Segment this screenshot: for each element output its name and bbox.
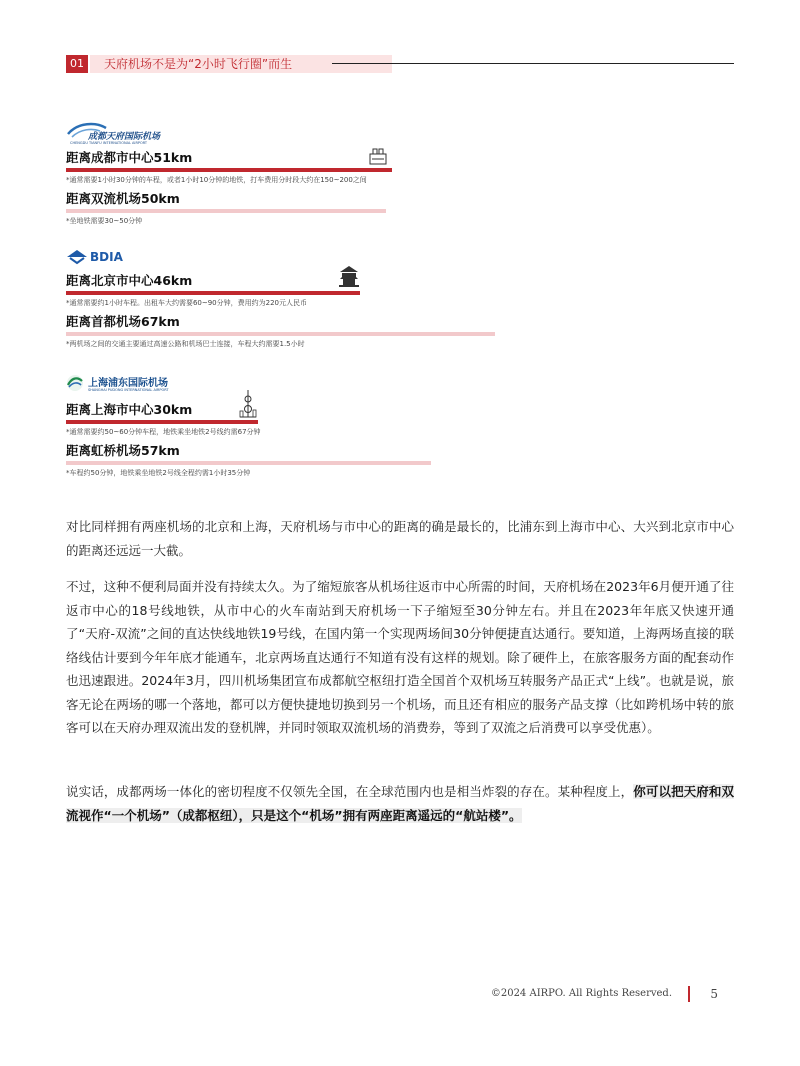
section-divider	[332, 63, 734, 64]
footer-divider	[688, 986, 690, 1002]
daxing-city-distance: 距离北京市中心46km	[66, 273, 193, 288]
pudong-other-note: *车程约50分钟，地铁乘坐地铁2号线全程约需1小时35分钟	[66, 469, 251, 477]
bdia-logo-text: BDIA	[90, 250, 123, 264]
paragraph-3-highlight: 你可以把天府和双流视作“一个机场”（成都枢纽），只是这个“机场”拥有两座距离遥远的“航站楼”。	[66, 784, 734, 823]
tianfu-city-row	[66, 150, 506, 185]
shanghai-landmark-icon	[238, 390, 258, 418]
daxing-city-note: *通常需要约1小时车程。出租车大约需要60~90分钟，费用约为220元人民币	[66, 299, 307, 307]
tianfu-other-distance: 距离双流机场50km	[66, 191, 180, 206]
tianfu-other-bar	[66, 209, 386, 213]
section-header	[66, 54, 734, 74]
pudong-city-distance: 距离上海市中心30km	[66, 402, 193, 417]
tianfu-city-bar	[66, 168, 392, 172]
tianfu-logo-subtext: CHENGDU TIANFU INTERNATIONAL AIRPORT	[70, 141, 148, 145]
daxing-other-note: *两机场之间的交通主要通过高速公路和机场巴士连接，车程大约需要1.5小时	[66, 340, 305, 348]
daxing-other-distance: 距离首都机场67km	[66, 314, 180, 329]
tianfu-logo	[66, 120, 506, 150]
pudong-city-note: *通常需要约50~60分钟车程，地铁乘坐地铁2号线约需67分钟	[66, 428, 261, 436]
pudong-other-distance: 距离虹桥机场57km	[66, 443, 180, 458]
chengdu-landmark-icon	[368, 146, 388, 166]
airport-block-daxing	[66, 247, 506, 349]
daxing-other-row	[66, 314, 506, 349]
paragraph-2: 不过，这种不便利局面并没有持续太久。为了缩短旅客从机场往返市中心所需的时间，天府机场在2023年6月便开通了往返市中心的18号线地铁，从市中心的火车南站到天府机场一下子缩短至30分钟左右。并且在2023年年底又快速开通了“天府-双流”之间的直达快线地铁19号线，在国内第一个实现两场间30分钟便捷直达通行。要知道，上海两场直接的联络线估计要到今年年底才能通车，北京两场直达通行不知道有没有这样的规划。除了硬件上，在旅客服务方面的配套动作也迅速跟进。2024年3月，四川机场集团宣布成都航空枢纽打造全国首个双机场互转服务产品正式“上线”。也就是说，旅客无论在两场的哪一个落地，都可以方便快捷地切换到另一个机场，而且还有相应的服务产品支撑（比如跨机场中转的旅客可以在天府办理双流出发的登机牌，并同时领取双流机场的消费券，等到了双流之后消费可以享受优惠）。	[66, 579, 734, 735]
pudong-city-bar	[66, 420, 258, 424]
airport-block-pudong	[66, 372, 506, 478]
daxing-city-bar	[66, 291, 360, 295]
tianfu-logo-text: 成都天府国际机场	[88, 132, 161, 142]
pudong-logo-icon	[66, 374, 84, 392]
airport-block-tianfu	[66, 120, 506, 226]
bdia-logo	[66, 247, 506, 273]
tianfu-city-note: *通常需要1小时30分钟的车程，或者1小时10分钟的地铁，打车费用分时段大约在150~200之间	[66, 176, 367, 184]
pudong-logo-subtext: SHANGHAI PUDONG INTERNATIONAL AIRPORT	[88, 388, 169, 392]
tianfu-other-note: *坐地铁需要30~50分钟	[66, 217, 143, 225]
pudong-other-bar	[66, 461, 431, 465]
paragraph-1: 对比同样拥有两座机场的北京和上海，天府机场与市中心的距离的确是最长的，比浦东到上海市中心、大兴到北京市中心的距离还远远一大截。	[66, 519, 734, 558]
page-footer	[480, 986, 730, 1004]
pudong-city-row	[66, 402, 506, 437]
paragraph-3-text: 说实话，成都两场一体化的密切程度不仅领先全国，在全球范围内也是相当炸裂的存在。某种程度上，	[66, 784, 634, 799]
pudong-logo-text: 上海浦东国际机场	[88, 378, 168, 389]
pudong-logo	[66, 372, 506, 402]
daxing-other-bar	[66, 332, 495, 336]
copyright-text: ©2024 AIRPO. All Rights Reserved.	[490, 988, 672, 999]
section-title: 天府机场不是为“2小时飞行圈”而生	[104, 57, 293, 71]
page-number: 5	[710, 987, 718, 1001]
daxing-city-row	[66, 273, 506, 308]
tianfu-city-distance: 距离成都市中心51km	[66, 150, 193, 165]
pudong-other-row	[66, 443, 506, 478]
beijing-landmark-icon	[338, 265, 360, 289]
section-number: 01	[66, 55, 88, 73]
bdia-logo-icon	[66, 249, 88, 265]
tianfu-other-row	[66, 191, 506, 226]
paragraph-3	[66, 780, 734, 827]
